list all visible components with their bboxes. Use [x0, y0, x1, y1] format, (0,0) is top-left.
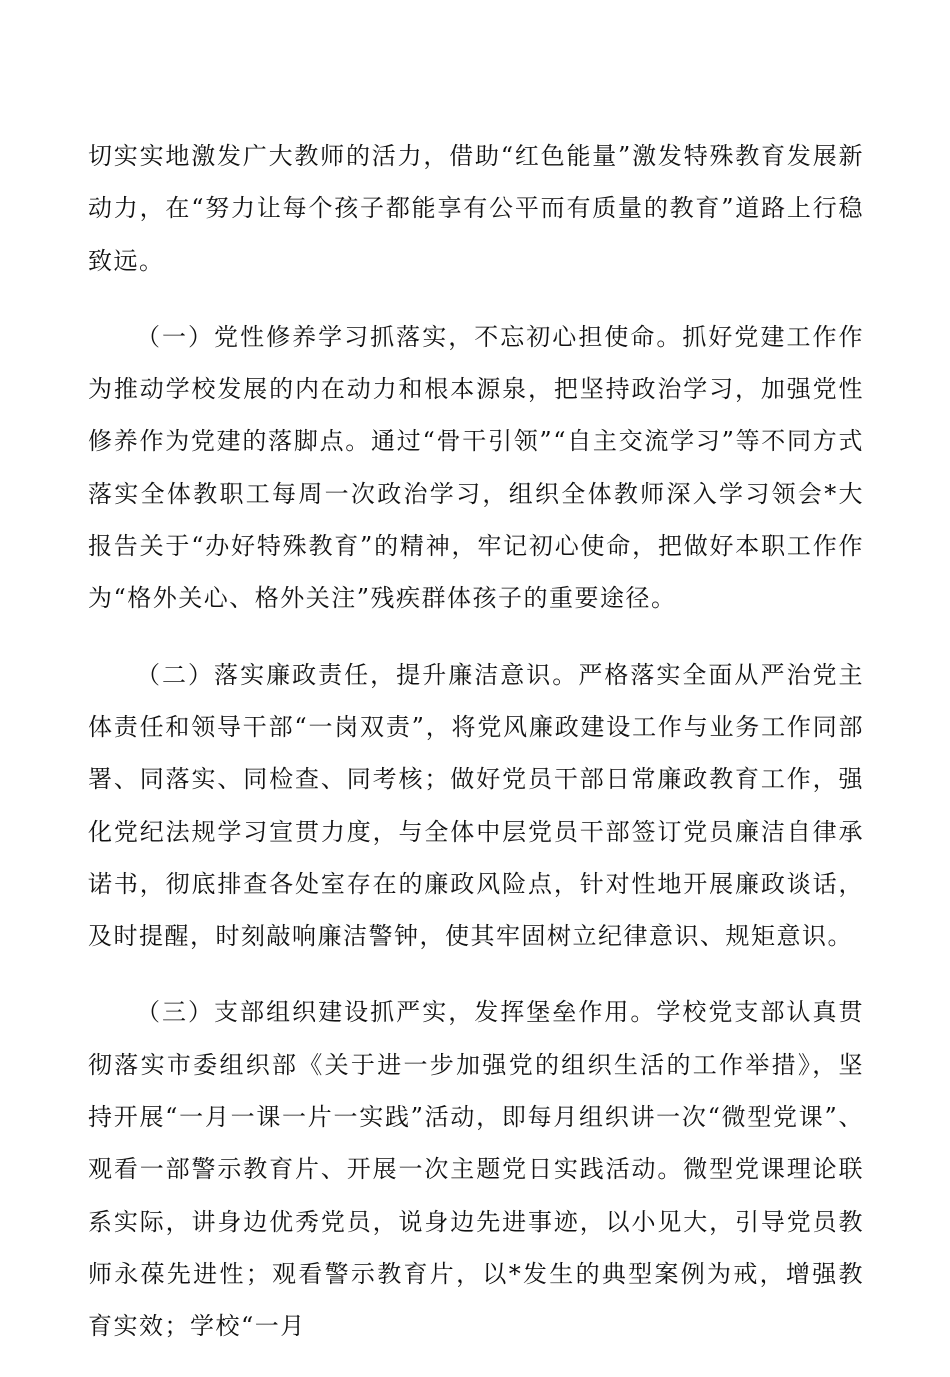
paragraph-party-study: （一）党性修养学习抓落实，不忘初心担使命。抓好党建工作作为推动学校发展的内在动力和根本源泉，把坚持政治学习，加强党性修养作为党建的落脚点。通过“骨干引领”“自主交流学习”等不同方式落实全体教职工每周一次政治学习，组织全体教师深入学习领会*大报告关于“办好特殊教育”的精神，牢记初心使命，把做好本职工作作为“格外关心、格外关注”残疾群体孩子的重要途径。: [88, 322, 864, 613]
document-body: [88, 130, 864, 1377]
paragraph-integrity: （二）落实廉政责任，提升廉洁意识。严格落实全面从严治党主体责任和领导干部“一岗双责”，将党风廉政建设工作与业务工作同部署、同落实、同检查、同考核；做好党员干部日常廉政教育工作，强化党纪法规学习宣贯力度，与全体中层党员干部签订党员廉洁自律承诺书，彻底排查各处室存在的廉政风险点，针对性地开展廉政谈话，及时提醒，时刻敲响廉洁警钟，使其牢固树立纪律意识、规矩意识。: [88, 660, 864, 951]
paragraph-branch-building: （三）支部组织建设抓严实，发挥堡垒作用。学校党支部认真贯彻落实市委组织部《关于进一步加强党的组织生活的工作举措》，坚持开展“一月一课一片一实践”活动，即每月组织讲一次“微型党课”、观看一部警示教育片、开展一次主题党日实践活动。微型党课理论联系实际，讲身边优秀党员，说身边先进事迹，以小见大，引导党员教师永葆先进性；观看警示教育片，以*发生的典型案例为戒，增强教育实效；学校“一月: [88, 998, 864, 1341]
paragraph-continuation: 切实实地激发广大教师的活力，借助“红色能量”激发特殊教育发展新动力，在“努力让每个孩子都能享有公平而有质量的教育”道路上行稳致远。: [88, 142, 864, 275]
